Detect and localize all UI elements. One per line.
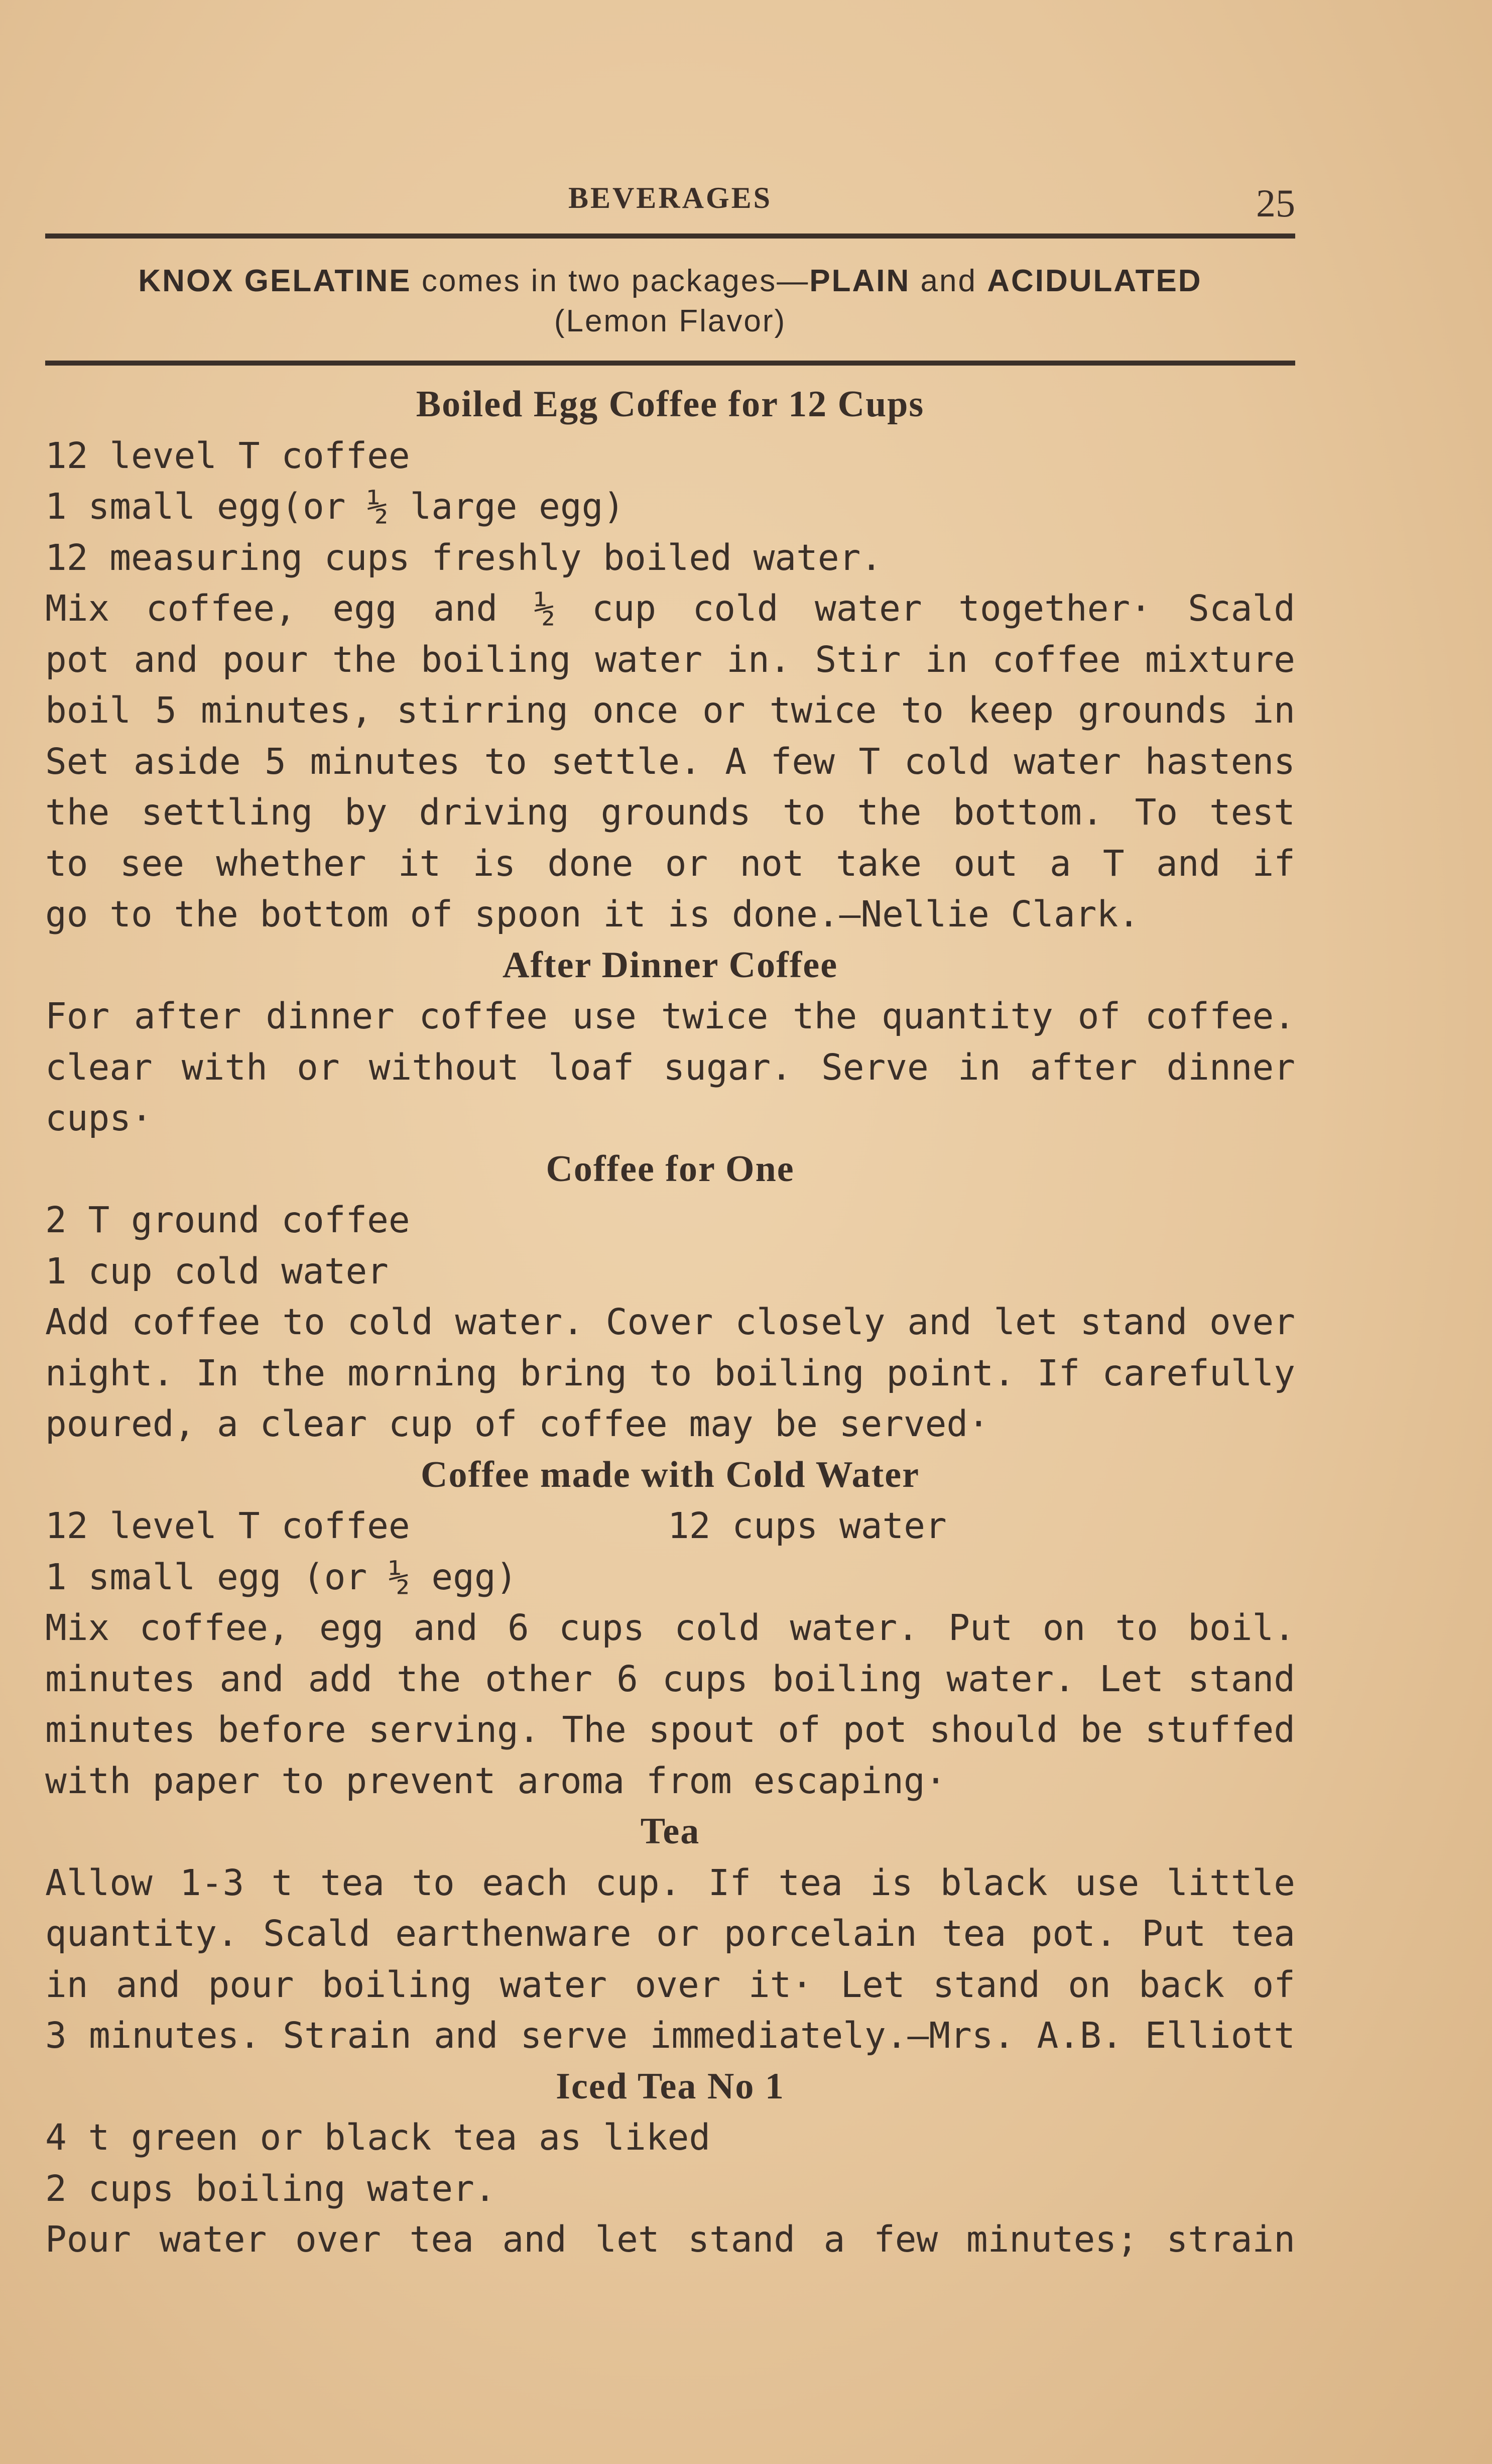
instruction-line: poured, a clear cup of coffee may be served· [45, 1403, 989, 1445]
notice-flavor: (Lemon Flavor) [554, 304, 787, 338]
ingredient-row [45, 1500, 1295, 1552]
recipe-title: Coffee made with Cold Water [421, 1454, 920, 1495]
recipe-title: Tea [640, 1811, 700, 1852]
instruction-line: cups· [45, 1097, 153, 1139]
ingredient-line: 1 cup cold water [45, 1250, 389, 1292]
notice-and: and [920, 264, 977, 298]
page-number: 25 [1256, 181, 1295, 225]
instruction-line: to see whether it is done or not take out a T and if [45, 842, 1295, 884]
recipe-title: Coffee for One [546, 1148, 795, 1190]
instruction-line: Set aside 5 minutes to settle. A few T cold water hastens [45, 740, 1295, 782]
ingredient-line: 1 small egg(or ½ large egg) [45, 486, 625, 527]
instruction-line: Mix coffee, egg and 6 cups cold water. Put on to boil. [45, 1607, 1295, 1649]
instruction-line: For after dinner coffee use twice the quantity of coffee. [45, 995, 1295, 1037]
instruction-line: Mix coffee, egg and ½ cup cold water together· Scald [45, 588, 1295, 629]
recipe-title: After Dinner Coffee [502, 944, 838, 986]
ingredient-line: 12 measuring cups freshly boiled water. [45, 536, 883, 578]
instruction-line: Pour water over tea and let stand a few minutes; strain [45, 2218, 1295, 2260]
instruction-line: Allow 1-3 t tea to each cup. If tea is black use little [45, 1861, 1295, 1904]
ingredient-line: 4 t green or black tea as liked [45, 2117, 711, 2158]
running-title: BEVERAGES [568, 181, 773, 214]
instruction-line: go to the bottom of spoon it is done.—Nellie Clark. [45, 893, 1140, 935]
instruction-line: night. In the morning bring to boiling point. If carefully [45, 1352, 1295, 1394]
advertisement-notice [45, 261, 1295, 341]
ingredient-line: 2 cups boiling water. [45, 2167, 496, 2209]
instruction-line: the settling by driving grounds to the bottom. To test [45, 791, 1295, 833]
instruction-line: with paper to prevent aroma from escaping· [45, 1759, 947, 1802]
instruction-line: pot and pour the boiling water in. Stir in coffee mixture [45, 638, 1295, 680]
instruction-line: minutes before serving. The spout of pot should be stuffed [45, 1709, 1295, 1750]
instruction-line: minutes and add the other 6 cups boiling water. Let stand [45, 1658, 1295, 1700]
recipe-text [45, 379, 1295, 2265]
notice-text: comes in two packages— [421, 264, 810, 298]
notice-brand: KNOX GELATINE [138, 264, 412, 298]
ingredient-line: 1 small egg (or ½ egg) [45, 1556, 518, 1598]
recipe-title: Boiled Egg Coffee for 12 Cups [416, 384, 925, 425]
ingredient-water: 12 cups water [668, 1505, 947, 1547]
ingredient-coffee: 12 level T coffee [45, 1505, 410, 1547]
page-header [45, 171, 1295, 231]
instruction-line: in and pour boiling water over it· Let stand on back of [45, 1963, 1295, 2006]
notice-acidulated: ACIDULATED [987, 264, 1202, 298]
instruction-line: Add coffee to cold water. Cover closely and let stand over [45, 1301, 1295, 1343]
recipe-title: Iced Tea No 1 [556, 2065, 785, 2107]
notice-line-1 [45, 261, 1295, 301]
header-rule [45, 233, 1295, 239]
notice-plain: PLAIN [809, 264, 911, 298]
instruction-line: quantity. Scald earthenware or porcelain tea pot. Put tea [45, 1913, 1295, 1954]
instruction-line: boil 5 minutes, stirring once or twice to keep grounds in [45, 689, 1295, 731]
instruction-line: 3 minutes. Strain and serve immediately.—Mrs. A.B. Elliott [45, 2015, 1295, 2056]
ingredient-line: 2 T ground coffee [45, 1199, 410, 1241]
ingredient-line: 12 level T coffee [45, 434, 410, 477]
instruction-line: clear with or without loaf sugar. Serve in after dinner [45, 1046, 1295, 1088]
notice-rule [45, 361, 1295, 366]
